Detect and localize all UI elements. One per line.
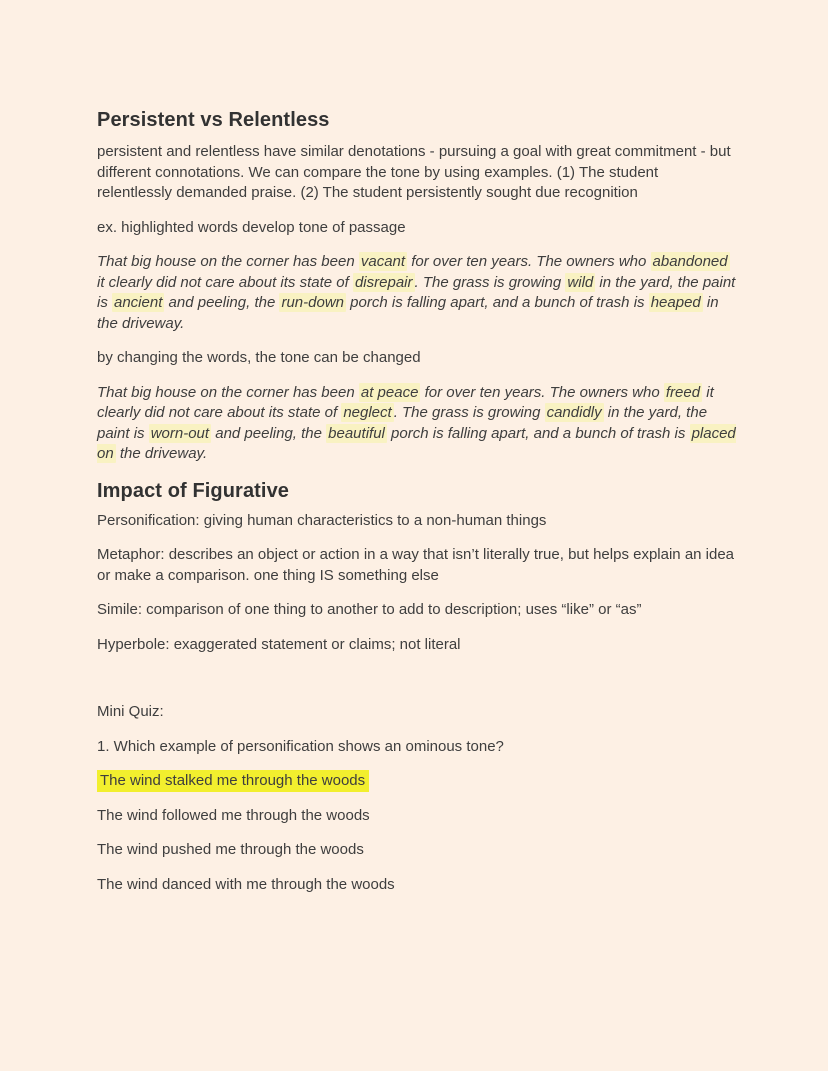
definition-hyperbole: Hyperbole: exaggerated statement or claims; not literal: [97, 635, 461, 653]
passage-text: it clearly did not care about its state of: [97, 383, 714, 421]
quiz-label: Mini Quiz:: [97, 703, 164, 720]
passage-text: That big house on the corner has been: [97, 253, 359, 270]
highlighted-word: freed: [665, 383, 701, 401]
quiz-answer-1: [97, 771, 737, 792]
passage-text: porch is falling apart, and a bunch of trash is: [386, 424, 690, 442]
quiz-answer-4: [97, 875, 737, 896]
figurative-section-heading: Impact of Figurative: [97, 479, 290, 502]
passage-text: for over ten years. The owners who: [420, 383, 664, 401]
passage-text: . The grass is growing: [393, 404, 545, 421]
highlighted-word: beautiful: [328, 424, 385, 442]
example-note: ex. highlighted words develop tone of passage: [97, 218, 406, 236]
quiz-answer-3-text: The wind pushed me through the woods: [97, 841, 364, 858]
quiz-answer-1-text: The wind stalked me through the woods: [97, 770, 369, 792]
definition-metaphor: Metaphor: describes an object or action in a way that isn’t literally true, but helps explain an idea or make a comparison. one thing IS something else: [97, 546, 735, 584]
passage-revised: [97, 383, 737, 465]
highlighted-word: disrepair: [354, 273, 413, 291]
passage-text: in the driveway.: [97, 294, 719, 332]
passage-text: . The grass is growing: [414, 273, 566, 291]
passage-text: porch is falling apart, and a bunch of trash is: [346, 294, 649, 311]
highlighted-word: at peace: [360, 383, 419, 401]
notes-content: [97, 108, 737, 895]
passage-text: it clearly did not care about its state of: [97, 273, 353, 291]
highlighted-word: worn-out: [150, 424, 210, 442]
highlighted-word: heaped: [650, 294, 701, 311]
highlighted-word: candidly: [546, 404, 602, 421]
definition-personification: Personification: giving human characteristics to a non-human things: [97, 511, 547, 529]
highlighted-word: ancient: [114, 294, 163, 311]
tone-section-heading: Persistent vs Relentless: [97, 109, 330, 131]
highlighted-word: neglect: [343, 404, 392, 421]
passage-original: [97, 252, 737, 334]
highlighted-word: vacant: [360, 253, 406, 270]
definition-simile: Simile: comparison of one thing to another to add to description; uses “like” or “as”: [97, 601, 642, 618]
passage-text: in the yard, the paint is: [97, 404, 708, 442]
passage-text: for over ten years. The owners who: [407, 253, 651, 270]
tone-intro-paragraph: persistent and relentless have similar denotations - pursuing a goal with great commitment - but different connotations. We can compare the tone by using examples. (1) The student relentlessly demanded praise. (2) The student persistently sought due recognition: [97, 143, 731, 201]
transition-note: by changing the words, the tone can be changed: [97, 349, 421, 366]
passage-text: in the yard, the paint is: [97, 273, 736, 311]
highlighted-word: abandoned: [652, 253, 728, 270]
quiz-answer-2-text: The wind followed me through the woods: [97, 806, 370, 824]
passage-text: That big house on the corner has been: [97, 383, 359, 401]
passage-text: and peeling, the: [164, 294, 280, 311]
quiz-question: 1. Which example of personification shows an ominous tone?: [97, 737, 504, 755]
quiz-answer-2: [97, 806, 737, 827]
section-spacer: [97, 669, 737, 702]
quiz-answer-3: [97, 840, 737, 861]
passage-text: and peeling, the: [211, 424, 327, 442]
highlighted-word: run-down: [281, 294, 345, 311]
passage-text: the driveway.: [115, 445, 208, 462]
highlighted-word: wild: [567, 273, 594, 291]
highlighted-word: placed on: [97, 424, 736, 462]
quiz-answer-4-text: The wind danced with me through the woods: [97, 875, 395, 893]
